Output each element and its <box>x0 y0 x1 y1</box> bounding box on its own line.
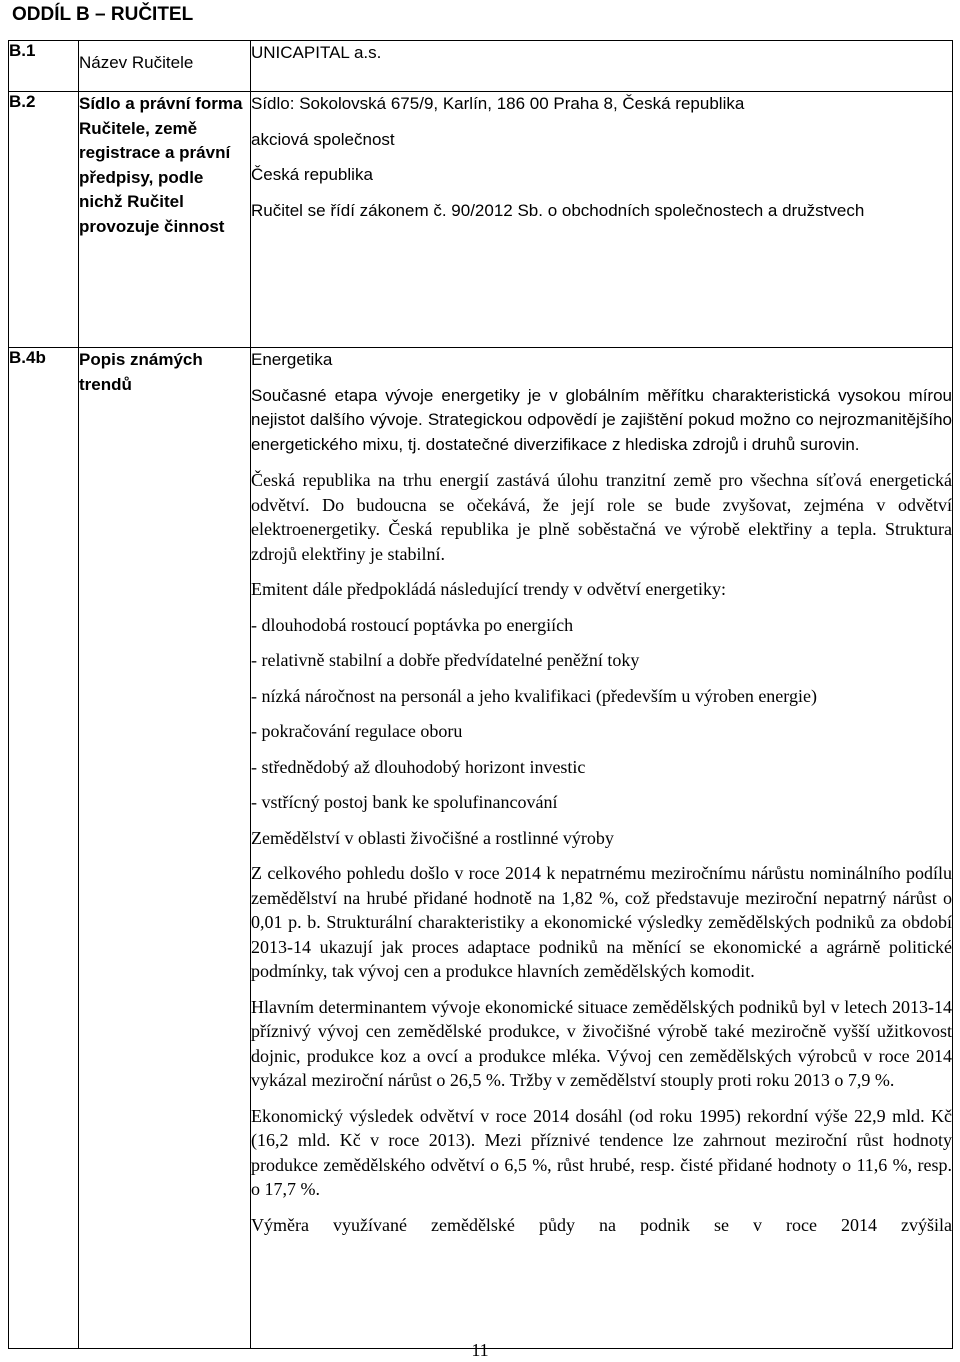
paragraph: Současné etapa vývoje energetiky je v globálním měřítku charakteristická vysokou mírou nejistot dalšího vývoje. Strategickou odpovědí je zajištění pokud možno co nejrozmanitějšího energetického mixu, tj. dostatečné diverzifikace z hlediska zdrojů i druhů surovin. <box>251 385 952 454</box>
table-row <box>9 348 953 1349</box>
paragraph: Z celkového pohledu došlo v roce 2014 k nepatrnému meziročnímu nárůstu nominálního podílu zemědělství na hrubé přidané hodnotě na 1,82 %, což představuje meziroční nepatrný nárůst o 0,01 p. b. Strukturální charakteristiky a ekonomické výsledky zemědělských podniků za období 2013-14 ukazují jak proces adaptace podniků na měnící se ekonomické a agrárně politické podmínky, tak vývoj cen a produkce hlavních zemědělských komodit. <box>251 863 952 981</box>
guarantor-name: UNICAPITAL a.s. <box>251 41 953 92</box>
row-label: Sídlo a právní forma Ručitele, země registrace a právní předpisy, podle nichž Ručitel provozuje činnost <box>79 92 251 348</box>
paragraph: Hlavním determinantem vývoje ekonomické situace zemědělských podniků byl v letech 2013-14 příznivý vývoj cen zemědělské produkce, v živočišné výrobě také meziročně vyšší užitkovost dojnic, produkce koz a ovcí a produkce mléka. Vývoj cen zemědělských výrobců v roce 2014 vykázal meziroční nárůst o 26,5 %. Tržby v zemědělství stouply proti roku 2013 o 7,9 %. <box>251 996 952 1090</box>
guarantor-table <box>8 40 953 1349</box>
list-item: - střednědobý až dlouhodobý horizont investic <box>251 756 586 777</box>
paragraph-continued: Výměra využívané zemědělské půdy na podnik se v roce 2014 zvýšila <box>251 1214 952 1235</box>
list-item: - vstřícný postoj bank ke spolufinancování <box>251 792 558 812</box>
row-label: Název Ručitele <box>79 41 251 92</box>
country-of-registration: Česká republika <box>251 165 373 184</box>
trends-cell <box>251 348 953 1349</box>
table-row <box>9 92 953 348</box>
governing-law: Ručitel se řídí zákonem č. 90/2012 Sb. o obchodních společnostech a družstvech <box>251 200 865 220</box>
row-label: Popis známých trendů <box>79 348 251 1349</box>
section-heading: ODDÍL B – RUČITEL <box>12 4 194 25</box>
list-item: - relativně stabilní a dobře předvídatelné peněžní toky <box>251 650 640 670</box>
list-item: - dlouhodobá rostoucí poptávka po energiích <box>251 614 574 635</box>
row-number: B.2 <box>9 92 79 348</box>
table-row <box>9 41 953 92</box>
paragraph: Česká republika na trhu energií zastává úlohu tranzitní země pro všechna síťová energetická odvětví. Do budoucna se očekává, že její role se bude zvyšovat, zejména v odvětví elektroenergetiky. Česká republika je plně soběstačná ve výrobě elektřiny a tepla. Struktura zdrojů elektřiny je stabilní. <box>251 470 952 564</box>
list-item: - nízká náročnost na personál a jeho kvalifikaci (především u výroben energie) <box>251 685 817 706</box>
legal-form: akciová společnost <box>251 129 395 149</box>
row-number: B.4b <box>9 348 79 1349</box>
row-number: B.1 <box>9 41 79 92</box>
list-item: - pokračování regulace oboru <box>251 721 463 741</box>
paragraph: Ekonomický výsledek odvětví v roce 2014 dosáhl (od roku 1995) rekordní výše 22,9 mld. Kč (16,2 mld. Kč v roce 2013). Mezi příznivé tendence lze zahrnout meziroční růst hodnoty produkce zemědělského odvětví o 6,5 %, růst hrubé, resp. čisté přidané hodnoty o 11,6 %, resp. o 17,7 %. <box>251 1105 952 1199</box>
address-line: Sídlo: Sokolovská 675/9, Karlín, 186 00 Praha 8, Česká republika <box>251 94 745 113</box>
energy-title: Energetika <box>251 350 333 369</box>
paragraph: Emitent dále předpokládá následující trendy v odvětví energetiky: <box>251 579 727 599</box>
page-number: 11 <box>471 1340 489 1360</box>
agriculture-title: Zemědělství v oblasti živočišné a rostlinné výroby <box>251 827 614 848</box>
registered-office-cell <box>251 92 953 348</box>
